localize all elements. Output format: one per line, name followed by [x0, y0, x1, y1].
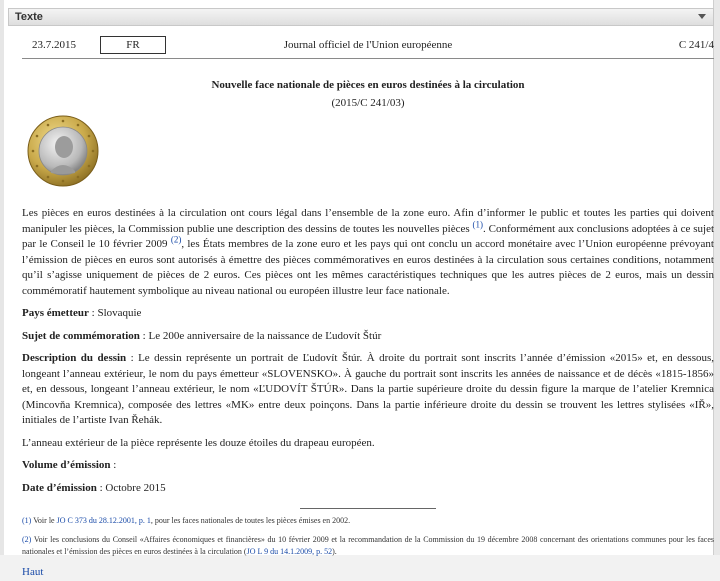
document-number: (2015/C 241/03) — [331, 97, 405, 109]
footnote-separator — [300, 508, 436, 509]
field-anneau: L’anneau extérieur de la pièce représente les douze étoiles du drapeau européen. — [22, 436, 375, 449]
language-box: FR — [100, 36, 166, 54]
footnote-mark-1[interactable]: (1) — [22, 516, 32, 525]
footnote-2: (2) Voir les conclusions du Conseil «Affaires économiques et financières» du 10 février 2009 et la recommandation de la Commission du 19 décembre 2008 concernant des orientations communes pour les faces nationales et l’émission des pièces en euros destinées à la circulation (JO L 9 du 14.1.2009, p. 52). — [22, 535, 714, 556]
footnote-1-link[interactable]: JO C 373 du 28.12.2001, p. 1 — [56, 516, 151, 525]
footnote-ref-2[interactable]: (2) — [170, 234, 182, 245]
document-content — [22, 28, 715, 578]
publication-date: 23.7.2015 — [32, 39, 76, 51]
journal-reference: C 241/4 — [678, 39, 714, 51]
field-sujet: Sujet de commémoration : Le 200e anniversaire de la naissance de Ľudovít Štúr — [22, 329, 382, 342]
footnote-mark-2[interactable]: (2) — [22, 535, 32, 544]
panel-title: Texte — [15, 11, 43, 23]
scrollbar[interactable] — [714, 0, 720, 555]
footnote-2-link[interactable]: JO L 9 du 14.1.2009, p. 52 — [246, 547, 333, 556]
document-body — [22, 206, 714, 581]
field-pays: Pays émetteur : Slovaquie — [22, 307, 142, 319]
coin-image — [27, 115, 99, 187]
footnote-ref-1[interactable]: (1) — [472, 218, 484, 229]
field-volume: Volume d’émission : — [22, 459, 117, 471]
collapse-arrow-icon[interactable] — [698, 14, 706, 19]
journal-name: Journal officiel de l'Union européenne — [283, 39, 453, 51]
field-description: Description du dessin : Le dessin représente un portrait de Ľudovít Štúr. À droite du portrait sont inscrits l’année d’émission «2015» et, en dessous, longeant l’anneau extérieur, le nom du pays émetteur «SLOVENSKO». À gauche du portrait sont inscrits les années de naissance et de décès «1815-1856» et, en dessous, longeant l’anneau extérieur, le nom «ĽUDOVÍT ŠTÚR». Dans la partie supérieure droite du dessin figure la marque de l’atelier Kremnica (Mincovňa Kremnica), composée des lettres «MK» entre deux poinçons. Dans la partie inférieure droite du dessin se trouvent les lettres stylisées «IŘ», initiales de l’artiste Ivan Řehák. — [22, 352, 715, 426]
footnote-1: (1) Voir le JO C 373 du 28.12.2001, p. 1, pour les faces nationales de toutes les pièces émises en 2002. — [22, 516, 351, 525]
journal-header — [22, 28, 714, 59]
document-title: Nouvelle face nationale de pièces en euros destinées à la circulation — [211, 79, 525, 91]
intro-paragraph: Les pièces en euros destinées à la circulation ont cours légal dans l’ensemble de la zone euro. Afin d’informer le public et toutes les parties qui doivent manipuler les pièces, la Commission publie une description des dessins de toutes les nouvelles pièces $^{(1)}$. Conformément aux conclusions adoptées à ce sujet par le Conseil le 10 février 2009 $^{(2)}$, les États membres de la zone euro et les pays qui ont conclu un accord monétaire avec l’Union européenne prévoyant l’émission de pièces en euros sont autorisés à émettre des pièces commémoratives en euros destinées à la circulation sous certaines conditions, notamment qu’il s’agisse uniquement de pièces de 2 euros. Ces pièces ont les mêmes caractéristiques techniques que les autres pièces de 2 euros, mais un dessin commémoratif hautement symbolique au niveau national ou européen illustre leur face nationale. — [22, 207, 715, 297]
back-to-top-link[interactable]: Haut — [22, 566, 44, 578]
field-date: Date d’émission : Octobre 2015 — [22, 481, 166, 494]
panel-header[interactable] — [8, 8, 714, 26]
